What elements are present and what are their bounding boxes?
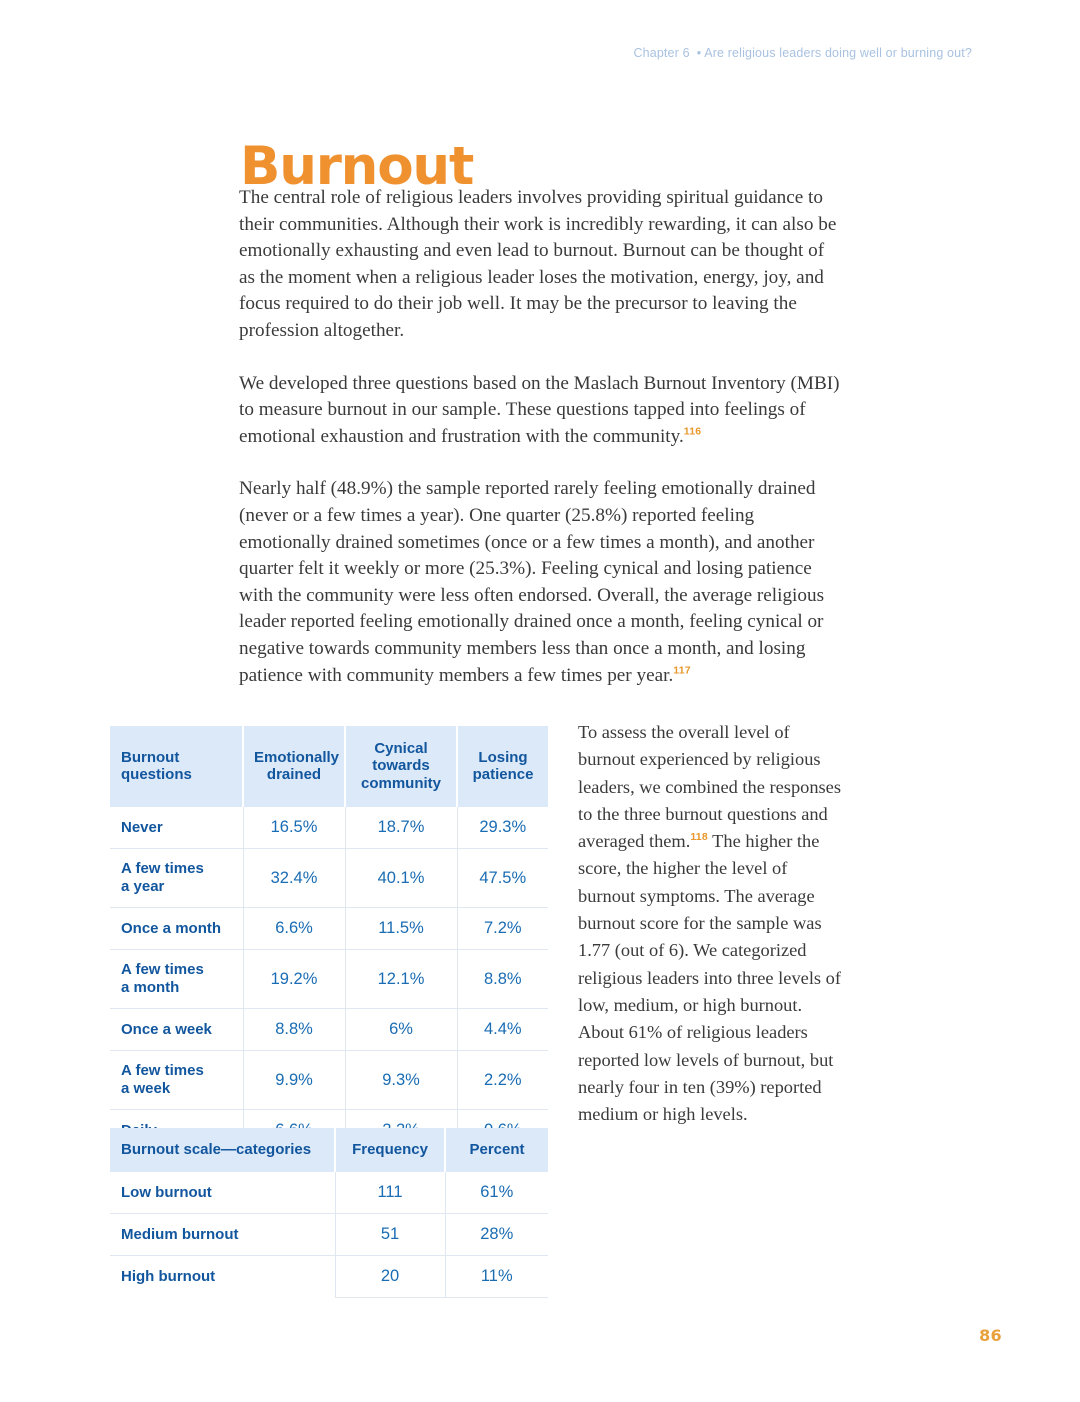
cell-once-week-emotionally-drained: 8.8% — [243, 1009, 345, 1051]
table-row — [110, 1009, 548, 1051]
table-row — [110, 950, 548, 1009]
row-label-high-burnout: High burnout — [121, 1267, 216, 1285]
table-burnout-questions-header — [110, 726, 548, 807]
table-row — [110, 1172, 548, 1214]
paragraph-findings-text: Nearly half (48.9%) the sample reported rarely feeling emotionally drained (never or a few times a year). One quarter (25.8%) reported feeling emotionally drained sometimes (once or a few times a month), and another quarter felt it weekly or more (25.3%). Feeling cynical and losing patience with the community were less often endorsed. Overall, the average religious leader reported feeling emotionally drained once a month, feeling cynical or negative towards community members less than once a month, and losing patience with community members a few times per year. — [239, 478, 825, 686]
column-header-frequency: Frequency — [335, 1128, 445, 1172]
footnote-marker-118[interactable]: 118 — [690, 831, 708, 844]
cell-once-month-cynical: 11.5% — [345, 908, 457, 950]
column-header-percent: Percent — [445, 1128, 548, 1172]
column-header-losing-patience — [457, 726, 548, 807]
row-label-once-a-week — [110, 1009, 243, 1051]
table-burnout-scale-header — [110, 1128, 548, 1172]
cell-low-burnout-percent: 61% — [445, 1172, 548, 1214]
row-label-once-a-month — [110, 908, 243, 950]
table-row — [110, 908, 548, 950]
main-body-column — [239, 185, 844, 689]
table-header-row — [110, 1128, 548, 1172]
paragraph-findings — [239, 476, 844, 689]
cell-high-burnout-percent: 11% — [445, 1256, 548, 1298]
table-row — [110, 1051, 548, 1110]
side-column-text-part-2: The higher the score, the higher the level of burnout symptoms. The average burnout score for the sample was 1.77 (out of 6). We categorized religious leaders into three levels of low, medium, or high burnout. About 61% of religious leaders reported low levels of burnout, but nearly four in ten (39%) reported medium or high levels. — [578, 831, 842, 1125]
cell-high-burnout-frequency: 20 — [335, 1256, 445, 1298]
table-row — [110, 807, 548, 849]
footnote-marker-116[interactable]: 116 — [683, 425, 702, 438]
header-line: drained — [266, 766, 322, 783]
row-label-line: a year — [121, 878, 165, 895]
cell-medium-burnout-frequency: 51 — [335, 1214, 445, 1256]
table-header-row — [110, 726, 548, 807]
header-line: patience — [472, 766, 534, 783]
cell-few-week-cynical: 9.3% — [345, 1051, 457, 1110]
cell-few-year-cynical: 40.1% — [345, 849, 457, 908]
footnote-marker-117[interactable]: 117 — [673, 664, 691, 677]
cell-few-month-cynical: 12.1% — [345, 950, 457, 1009]
row-label-a-few-times-a-month — [110, 950, 243, 1009]
cell-few-year-emotionally-drained: 32.4% — [243, 849, 345, 908]
header-line: community — [360, 774, 441, 792]
row-label-medium-burnout: Medium burnout — [110, 1214, 335, 1256]
cell-once-week-cynical: 6% — [345, 1009, 457, 1051]
paragraph-methods-text: We developed three questions based on the Maslach Burnout Inventory (MBI) to measure burnout in our sample. These questions tapped into feelings of emotional exhaustion and frustration with the community. — [239, 372, 840, 447]
row-label-line: A few times — [121, 860, 204, 877]
table-burnout-scale-body — [110, 1172, 548, 1298]
table-row — [110, 1214, 548, 1256]
table-burnout-questions-body — [110, 807, 548, 1152]
paragraph-burnout-score — [578, 719, 846, 1128]
header-line: towards — [372, 757, 430, 775]
page-number: 86 — [979, 1326, 1002, 1345]
cell-once-month-losing-patience: 7.2% — [457, 908, 548, 950]
column-header-cynical-towards-community — [345, 726, 457, 807]
column-header-burnout-questions — [110, 726, 243, 807]
running-header-chapter: Chapter 6 — [633, 46, 690, 60]
column-header-emotionally-drained — [243, 726, 345, 807]
paragraph-methods — [239, 371, 844, 451]
cell-once-week-losing-patience: 4.4% — [457, 1009, 548, 1051]
running-header-title: Are religious leaders doing well or burning out? — [704, 46, 972, 60]
running-header-bullet-icon: • — [696, 46, 702, 60]
row-label-line: a month — [121, 979, 180, 996]
column-header-burnout-scale-categories: Burnout scale—categories — [110, 1128, 335, 1172]
row-label-line: Once a month — [121, 919, 222, 937]
cell-never-emotionally-drained: 16.5% — [243, 807, 345, 849]
header-line: Emotionally — [254, 748, 340, 766]
row-label-never — [110, 807, 243, 849]
header-line: Cynical — [374, 739, 428, 757]
table-row — [110, 849, 548, 908]
table-burnout-scale — [110, 1128, 548, 1298]
cell-never-losing-patience: 29.3% — [457, 807, 548, 849]
cell-few-week-losing-patience: 2.2% — [457, 1051, 548, 1110]
row-label-line: a week — [121, 1080, 171, 1097]
side-column-text-part-1: To assess the overall level of burnout experienced by religious leaders, we combined the responses to the three burnout questions and averaged them. — [578, 722, 842, 852]
cell-once-month-emotionally-drained: 6.6% — [243, 908, 345, 950]
row-label-line: A few times — [121, 961, 204, 978]
page-title: Burnout — [240, 135, 474, 197]
side-column — [578, 719, 846, 1128]
cell-few-month-emotionally-drained: 19.2% — [243, 950, 345, 1009]
running-header — [633, 46, 972, 60]
row-label-line: A few times — [121, 1062, 204, 1079]
cell-few-year-losing-patience: 47.5% — [457, 849, 548, 908]
header-line: Losing — [478, 748, 528, 766]
row-label-line: Never — [121, 818, 163, 836]
header-line: Burnout — [121, 748, 180, 766]
cell-few-week-emotionally-drained: 9.9% — [243, 1051, 345, 1110]
cell-few-month-losing-patience: 8.8% — [457, 950, 548, 1009]
row-label-a-few-times-a-week — [110, 1051, 243, 1110]
row-label-low-burnout: Low burnout — [110, 1172, 335, 1214]
paragraph-intro: The central role of religious leaders involves providing spiritual guidance to their communities. Although their work is incredibly rewarding, it can also be emotionally exhausting and even lead to burnout. Burnout can be thought of as the moment when a religious leader loses the motivation, energy, joy, and focus required to do their job well. It may be the precursor to leaving the profession altogether. — [239, 187, 837, 341]
table-row — [110, 1256, 548, 1298]
table-burnout-questions — [110, 726, 548, 1152]
cell-low-burnout-frequency: 111 — [335, 1172, 445, 1214]
cell-never-cynical: 18.7% — [345, 807, 457, 849]
header-line: questions — [121, 766, 192, 783]
cell-medium-burnout-percent: 28% — [445, 1214, 548, 1256]
row-label-line: Once a week — [121, 1020, 212, 1038]
row-label-a-few-times-a-year — [110, 849, 243, 908]
